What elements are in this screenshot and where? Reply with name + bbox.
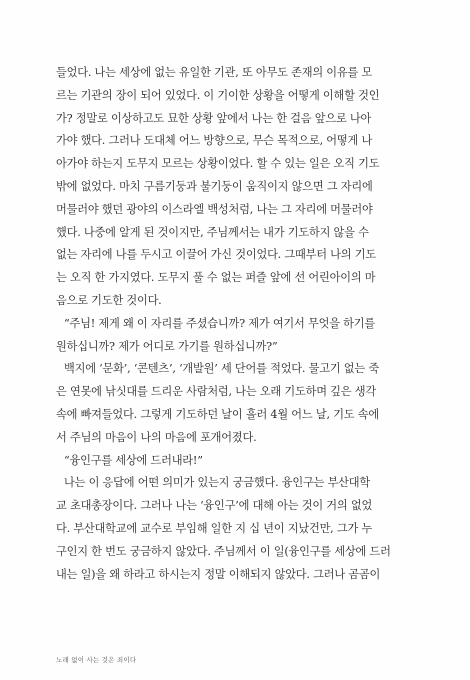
text-line-12: “주님! 제게 왜 이 자리를 주셨습니까? 제가 여기서 무엇을 하기를 (64, 316, 375, 330)
text-line-16: 속에 빠져들었다. 그렇게 기도하던 날이 흘러 4월 어느 날, 기도 속에 (56, 407, 379, 421)
text-line-11: 음으로 기도한 것이다. (56, 293, 162, 307)
text-line-8: 했다. 나중에 알게 된 것이지만, 주님께서는 내가 기도하지 않을 수 (56, 225, 369, 239)
text-line-1: 들었다. 나는 세상에 없는 유일한 기관, 또 아무도 존재의 이유를 모 (56, 66, 373, 79)
text-line-2: 르는 기관의 장이 되어 있었다. 이 기이한 상황을 어떻게 이해할 것인 (56, 88, 380, 102)
text-line-19: 나는 이 응답에 어떤 의미가 있는지 궁금했다. 융인구는 부산대학 (64, 476, 370, 490)
text-line-18: “융인구를 세상에 드러내라!” (64, 453, 203, 467)
text-line-7: 머물러야 했던 광야의 이스라엘 백성처럼, 나는 그 자리에 머물러야 (56, 202, 373, 216)
text-line-14: 백지에 ‘문화’, ‘콘텐츠’, ‘개발원’ 세 단어를 적었다. 물고기 없는 죽 (64, 362, 379, 376)
text-line-23: 내는 일)을 왜 하라고 하시는지 정말 이해되지 않았다. 그러나 곰곰이 (56, 567, 381, 581)
text-line-20: 교 초대총장이다. 그러나 나는 ‘융인구’에 대해 아는 것이 거의 없었 (56, 499, 373, 513)
text-line-3: 가? 정말로 이상하고도 묘한 상황 앞에서 나는 한 걸음 앞으로 나아 (56, 111, 372, 125)
text-line-9: 없는 자리에 나를 두시고 이끌어 가신 것이었다. 그때부터 나의 기도 (56, 248, 376, 262)
text-line-13: 원하십니까? 제가 어디로 가기를 원하십니까?” (56, 339, 278, 353)
text-line-22: 구인지 한 번도 궁금하지 않았다. 주님께서 이 일(융인구를 세상에 드러 (56, 544, 391, 558)
running-footer: 노래 없이 사는 것은 죄이다 (56, 656, 137, 664)
text-line-17: 서 주님의 마음이 나의 마음에 포개어졌다. (56, 430, 257, 444)
body-text (56, 62, 416, 586)
text-line-21: 다. 부산대학교에 교수로 부임해 일한 지 십 년이 지났건만, 그가 누 (56, 521, 373, 535)
text-line-15: 은 연못에 낚싯대를 드리운 사람처럼, 나는 오래 기도하며 깊은 생각 (56, 385, 376, 399)
text-line-5: 아가야 하는지 도무지 모르는 상황이었다. 할 수 있는 일은 오직 기도 (56, 157, 380, 171)
text-line-6: 밖에 없었다. 마치 구름기둥과 불기둥이 움직이지 않으면 그 자리에 (56, 179, 373, 193)
text-line-4: 가야 했다. 그러나 도대체 어느 방향으로, 무슨 목적으로, 어떻게 나 (56, 134, 373, 148)
text-line-10: 는 오직 한 가지였다. 도무지 풀 수 없는 퍼즐 앞에 선 어린아이의 마 (56, 271, 376, 285)
